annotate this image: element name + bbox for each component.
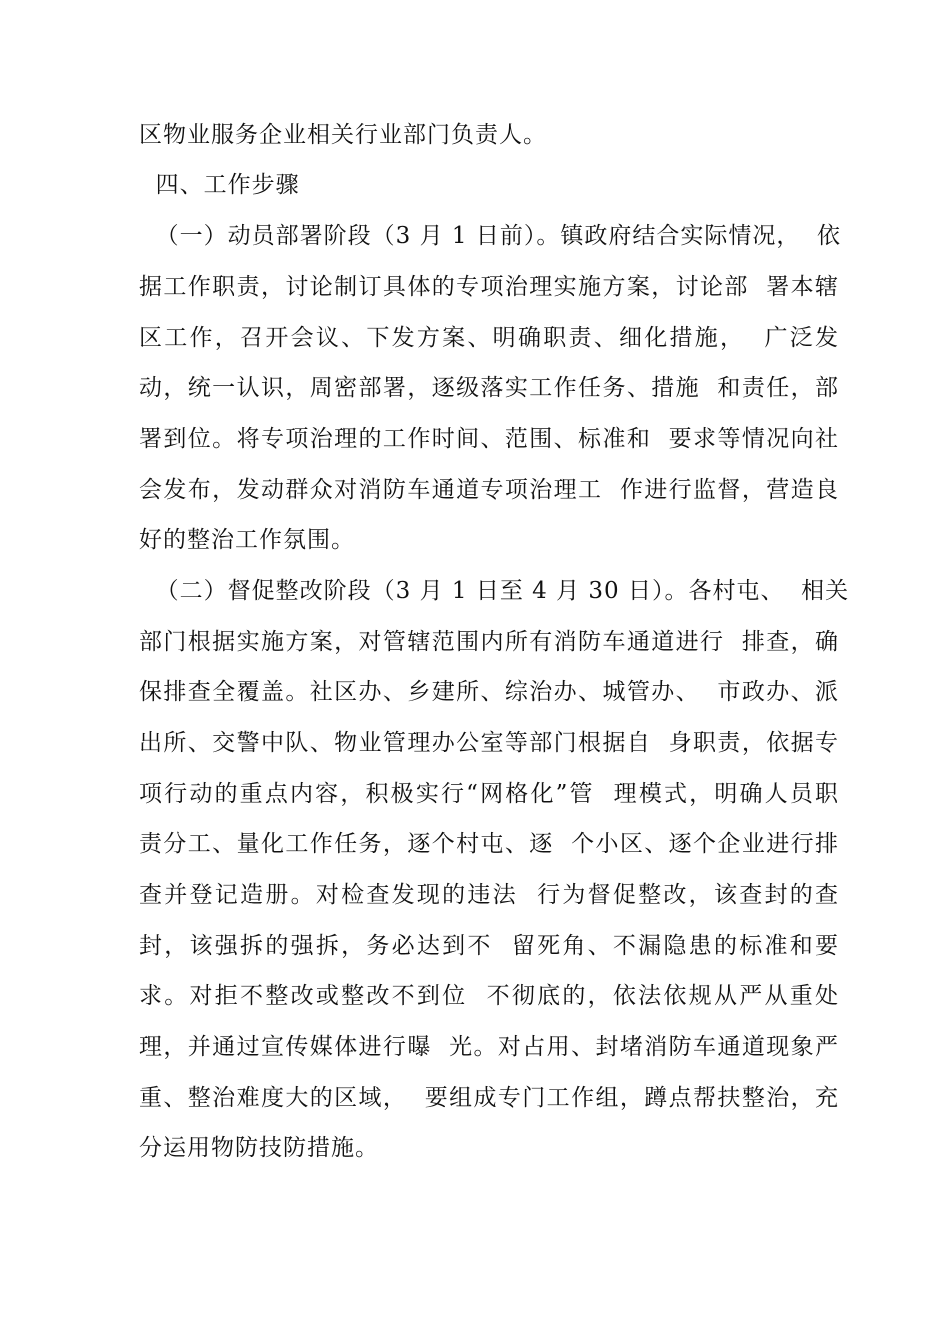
text-line: 项行动的重点内容，积极实行“网格化”管 理模式，明确人员职 <box>139 781 839 807</box>
text-line: 保排查全覆盖。社区办、乡建所、综治办、城管办、 市政办、派 <box>139 679 839 705</box>
text-line: 署到位。将专项治理的工作时间、范围、标准和 要求等情况向社 <box>139 426 839 452</box>
text-line: 区物业服务企业相关行业部门负责人。 <box>139 122 547 148</box>
text-line: 会发布，发动群众对消防车通道专项治理工 作进行监督，营造良 <box>139 477 839 503</box>
text-line: 动，统一认识，周密部署，逐级落实工作任务、措施 和责任，部 <box>139 375 839 401</box>
section-heading: 四、工作步骤 <box>139 172 300 198</box>
text-line: 查并登记造册。对检查发现的违法 行为督促整改，该查封的查 <box>139 882 839 908</box>
text-line: （二）督促整改阶段（3 月 1 日至 4 月 30 日）。各村屯、 相关 <box>139 578 850 604</box>
text-line: 求。对拒不整改或整改不到位 不彻底的，依法依规从严从重处 <box>139 983 839 1009</box>
text-line: 重、整治难度大的区域， 要组成专门工作组，蹲点帮扶整治，充 <box>139 1085 839 1111</box>
text-line: 区工作，召开会议、下发方案、明确职责、细化措施， 广泛发 <box>139 325 839 351</box>
text-line: 出所、交警中队、物业管理办公室等部门根据自 身职责，依据专 <box>139 730 839 756</box>
text-line: 部门根据实施方案，对管辖范围内所有消防车通道进行 排查，确 <box>139 629 839 655</box>
text-line: （一）动员部署阶段（3 月 1 日前）。镇政府结合实际情况， 依 <box>139 223 841 249</box>
text-line: 分运用物防技防措施。 <box>139 1135 379 1161</box>
text-line: 责分工、量化工作任务，逐个村屯、逐 个小区、逐个企业进行排 <box>139 831 839 857</box>
text-line: 理，并通过宣传媒体进行曝 光。对占用、封堵消防车通道现象严 <box>139 1034 839 1060</box>
text-line: 据工作职责，讨论制订具体的专项治理实施方案，讨论部 署本辖 <box>139 274 839 300</box>
text-line: 好的整治工作氛围。 <box>139 527 355 553</box>
text-line: 封，该强拆的强拆，务必达到不 留死角、不漏隐患的标准和要 <box>139 933 839 959</box>
